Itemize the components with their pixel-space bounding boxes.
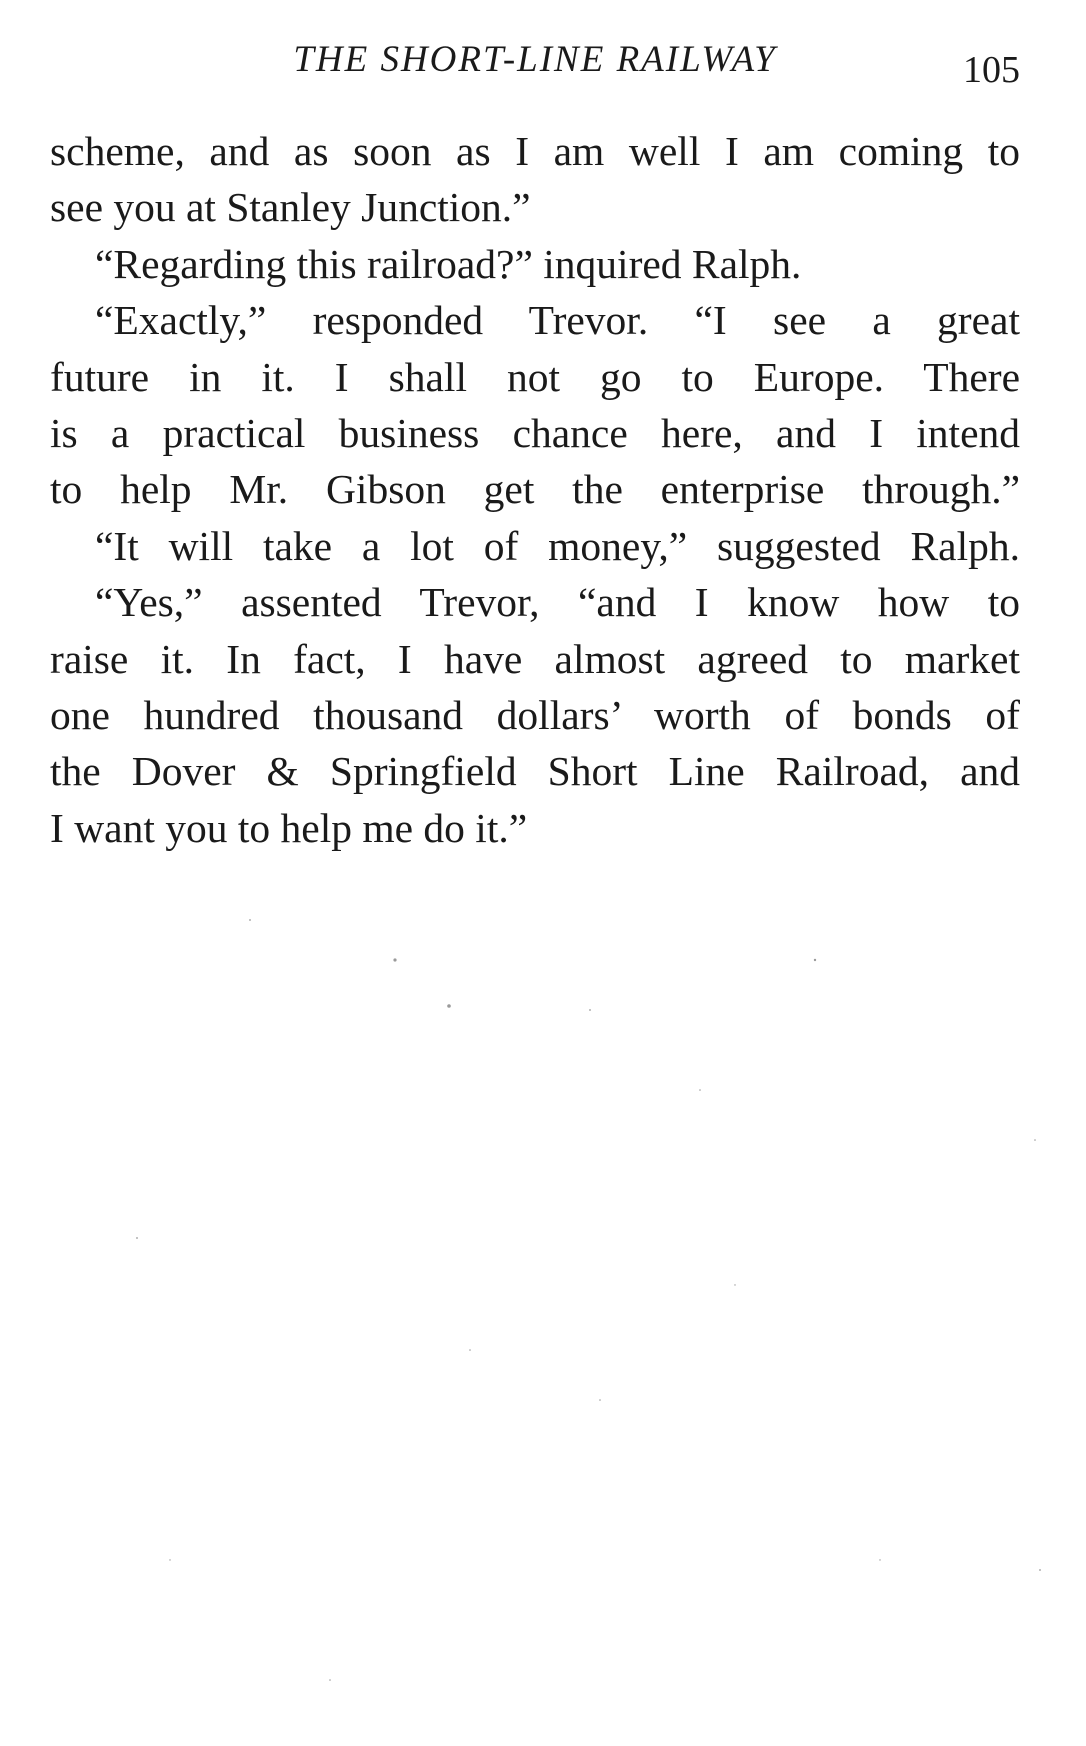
running-title: THE SHORT-LINE RAILWAY (293, 39, 777, 80)
page-number: 105 (963, 49, 1020, 91)
text-line: is a practical business chance here, and I intend (50, 409, 1020, 456)
text-line: future in it. I shall not go to Europe. There (50, 353, 1020, 400)
body-text (50, 123, 1020, 856)
text-line: one hundred thousand dollars’ worth of bonds of (50, 691, 1020, 738)
text-line: “Regarding this railroad?” inquired Ralph. (95, 240, 802, 287)
text-line: scheme, and as soon as I am well I am coming to (50, 128, 1020, 174)
text-line: the Dover & Springfield Short Line Railroad, and (50, 748, 1020, 795)
text-line: “It will take a lot of money,” suggested Ralph. (95, 522, 1020, 569)
text-line: “Yes,” assented Trevor, “and I know how to (95, 579, 1020, 626)
text-line: I want you to help me do it.” (50, 804, 528, 851)
text-line: see you at Stanley Junction.” (50, 184, 531, 231)
text-line: “Exactly,” responded Trevor. “I see a great (95, 297, 1020, 344)
running-head (50, 36, 1020, 96)
text-line: to help Mr. Gibson get the enterprise through.” (50, 466, 1020, 513)
text-line: raise it. In fact, I have almost agreed to market (50, 635, 1020, 682)
